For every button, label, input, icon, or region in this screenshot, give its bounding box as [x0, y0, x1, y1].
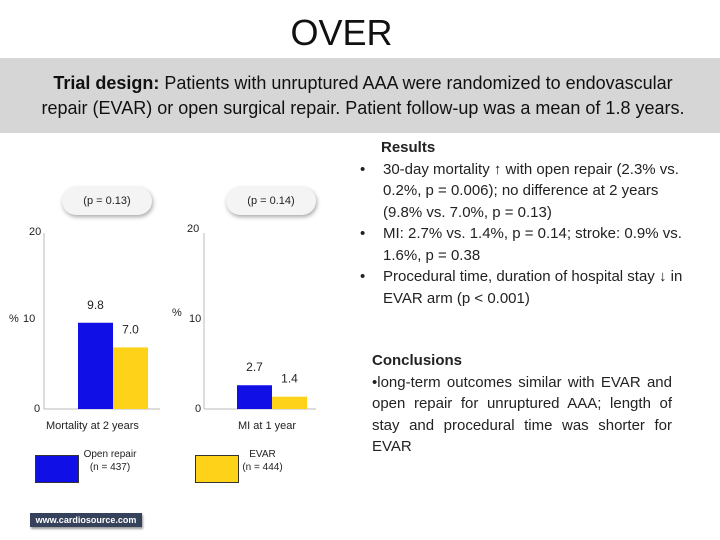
- results-list: [355, 159, 685, 310]
- chart1-ytick-0: 0: [34, 403, 41, 415]
- conclusions-section: [372, 350, 672, 458]
- chart2-data-label-evar: 1.4: [281, 371, 298, 386]
- chart2-bar-evar: [272, 397, 307, 409]
- chart2-ytick-10: 10: [189, 313, 202, 325]
- chart1-data-label-open-repair: 9.8: [87, 297, 104, 312]
- chart1-xlabel: Mortality at 2 years: [46, 420, 139, 432]
- legend-open-repair-n: (n = 437): [89, 462, 131, 473]
- chart1-ytick-20: 20: [29, 226, 42, 238]
- results-item-text: MI: 2.7% vs. 1.4%, p = 0.14; stroke: 0.9% vs. 1.6%, p = 0.38: [383, 225, 682, 264]
- legend-evar-label: EVAR: [249, 449, 276, 460]
- conclusions-text: •long-term outcomes similar with EVAR and open repair for unruptured AAA; length of stay and procedural time was shorter for EVAR: [372, 373, 672, 455]
- chart1-ytick-10: 10: [23, 313, 36, 325]
- chart1-ylabel: %: [9, 313, 19, 325]
- results-item: [355, 159, 685, 224]
- chart2-xlabel: MI at 1 year: [238, 420, 297, 432]
- chart1-plot: [44, 233, 160, 409]
- chart2-data-label-open-repair: 2.7: [246, 360, 263, 375]
- legend-evar-text: [225, 448, 300, 474]
- chart2-plot: [204, 233, 316, 409]
- chart2-bar-open-repair: [237, 385, 272, 409]
- results-header: Results: [381, 139, 436, 156]
- conclusions-header: Conclusions: [372, 352, 463, 369]
- chart1-data-label-evar: 7.0: [122, 322, 139, 337]
- legend-open-repair-label: Open repair: [83, 449, 137, 460]
- results-item: [355, 266, 685, 309]
- bullet: •: [360, 160, 366, 178]
- legend-evar-n: (n = 444): [242, 462, 283, 473]
- bullet: •: [360, 268, 366, 285]
- results-section: [355, 137, 685, 309]
- results-item-text: 30-day mortality ↑ with open repair (2.3% vs. 0.2%, p = 0.006); no difference at 2 years (9.8% vs. 7.0%, p = 0.13): [383, 160, 679, 221]
- trial-design-label: Trial design:: [53, 73, 160, 93]
- slide-title: OVER: [290, 12, 393, 53]
- legend-open-repair-text: [70, 448, 150, 474]
- chart2-ytick-20: 20: [187, 223, 200, 235]
- chart1-bar-open-repair: [78, 323, 113, 409]
- chart1-bar-evar: [113, 347, 148, 409]
- chart2-ytick-0: 0: [195, 403, 202, 415]
- bullet: •: [360, 225, 366, 242]
- cardiosource-logo: www.cardiosource.com: [30, 513, 142, 527]
- results-item: [355, 223, 685, 266]
- chart1-p-value: (p = 0.13): [62, 187, 152, 215]
- chart2-ylabel: %: [172, 307, 182, 319]
- results-item-text: Procedural time, duration of hospital stay ↓ in EVAR arm (p < 0.001): [383, 268, 683, 307]
- trial-design-body: Patients with unruptured AAA were randomized to endovascular repair (EVAR) or open surgical repair. Patient follow-up was a mean of 1.8 years.: [41, 73, 685, 118]
- chart2-p-value: (p = 0.14): [226, 187, 316, 215]
